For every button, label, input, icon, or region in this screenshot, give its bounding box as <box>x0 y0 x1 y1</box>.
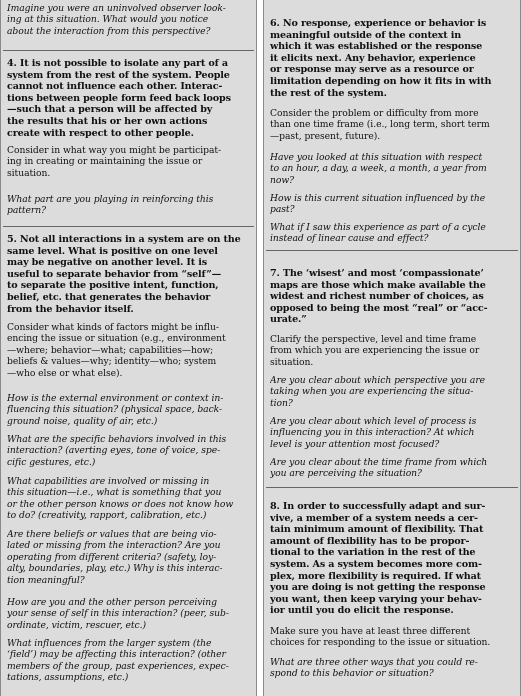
principle-6-heading <box>270 18 514 99</box>
text-line: What capabilities are involved or missing in <box>7 476 210 487</box>
text-line: How is the external environment or context in- <box>7 393 224 404</box>
text-line: same level. What is positive on one level <box>7 245 218 257</box>
text-line: operating from different criteria? (safety, loy- <box>7 551 217 563</box>
text-line: system from the rest of the system. People <box>7 69 230 81</box>
text-line: What if I saw this experience as part of a cycle <box>270 222 486 233</box>
left-column <box>0 0 257 696</box>
text-line: tain minimum amount of flexibility. That <box>270 524 484 536</box>
text-line: from which you are experiencing the issue or <box>270 345 480 357</box>
right-column <box>263 0 521 696</box>
text-line: belief, etc. that generates the behavior <box>7 291 211 303</box>
text-line: ing at this situation. What would you notice <box>7 14 209 26</box>
text-line: tations, assumptions, etc.) <box>7 672 129 684</box>
text-line: create with respect to other people. <box>7 127 194 139</box>
principle-6-body <box>270 108 514 142</box>
text-line: encing the issue or situation (e.g., environment <box>7 333 226 345</box>
divider <box>3 50 254 51</box>
text-line: to separate the positive intent, function, <box>7 280 219 292</box>
text-line: plex, more flexibility is required. If what <box>270 570 481 582</box>
text-line: tion meaningful? <box>7 574 85 586</box>
principle-8-question <box>270 657 514 680</box>
text-line: 6. No response, experience or behavior is <box>270 18 487 29</box>
text-line: Make sure you have at least three different <box>270 626 471 637</box>
text-line: level is your attention most focused? <box>270 438 440 450</box>
text-line: now? <box>270 174 295 186</box>
divider <box>266 250 518 251</box>
text-line: What are three other ways that you could re- <box>270 657 478 668</box>
text-line: this situation—i.e., what is something that you <box>7 487 222 499</box>
text-line: fluencing this situation? (physical space, back- <box>7 404 223 416</box>
text-line: taking when you are experiencing the situa- <box>270 386 474 398</box>
principle-7-question-perspective <box>270 375 514 409</box>
text-line: tion? <box>270 397 293 409</box>
text-line: lated or missing from the interaction? Are you <box>7 540 221 552</box>
text-line: amount of flexibility has to be propor- <box>270 535 470 547</box>
principle-4-question <box>7 194 250 217</box>
text-line: system. As a system becomes more com- <box>270 558 482 570</box>
text-line: your sense of self in this interaction? (peer, sub- <box>7 608 229 620</box>
text-line: cannot not influence each other. Interac- <box>7 81 223 93</box>
text-line: Have you looked at this situation with respect <box>270 152 483 163</box>
text-line: than one time frame (i.e., long term, short term <box>270 119 490 131</box>
text-line: Are you clear about the time frame from which <box>270 457 488 468</box>
text-line: Consider in what way you might be participat- <box>7 145 222 156</box>
text-line: Consider what kinds of factors might be influ- <box>7 322 219 333</box>
text-line: What part are you playing in reinforcing this <box>7 194 214 205</box>
principle-4-body <box>7 145 250 179</box>
text-line: may be negative on another level. It is <box>7 257 207 269</box>
text-line: cific gestures, etc.) <box>7 456 96 468</box>
principle-8-heading <box>270 501 514 617</box>
text-line: widest and richest number of choices, as <box>270 291 484 303</box>
text-line: Imagine you were an uninvolved observer look- <box>7 3 226 14</box>
text-line: limitation depending on how it fits in with <box>270 75 492 87</box>
text-line: meaningful outside of the context in <box>270 29 462 41</box>
text-line: or the other person knows or does not know how <box>7 498 234 510</box>
text-line: How is this current situation influenced by the <box>270 193 486 204</box>
text-line: which it was established or the response <box>270 41 483 53</box>
principle-6-question-past <box>270 193 514 216</box>
text-line: vive, a member of a system needs a cer- <box>270 512 478 524</box>
text-line: Are you clear about which perspective you are <box>270 375 486 386</box>
text-line: How are you and the other person perceiving <box>7 597 217 608</box>
text-line: pattern? <box>7 205 47 217</box>
text-line: beliefs & values—why; identity—who; system <box>7 356 217 368</box>
principle-5-question-capabilities <box>7 476 250 522</box>
principle-7-question-timeframe <box>270 457 514 480</box>
text-line: to do? (creativity, rapport, calibration, etc.) <box>7 510 207 522</box>
text-line: ‘field’) may be affecting this interaction? (other <box>7 649 226 661</box>
text-line: you are doing is not getting the response <box>270 582 486 594</box>
text-line: to an hour, a day, a week, a month, a year from <box>270 163 487 175</box>
text-line: influencing you in this interaction? At which <box>270 427 475 439</box>
text-line: What are the specific behaviors involved in this <box>7 434 227 445</box>
text-line: past? <box>270 204 295 216</box>
text-line: situation. <box>7 167 51 179</box>
principle-7-question-level <box>270 416 514 450</box>
text-line: situation. <box>270 356 314 368</box>
principle-5-body <box>7 322 250 379</box>
intro-question <box>7 3 250 37</box>
text-line: it elicits next. Any behavior, experience <box>270 52 476 64</box>
text-line: —where; behavior—what; capabilities—how; <box>7 344 214 356</box>
principle-6-question-timeframe <box>270 152 514 186</box>
text-line: 8. In order to successfully adapt and sur- <box>270 501 486 512</box>
text-line: Consider the problem or difficulty from more <box>270 108 479 119</box>
text-line: 4. It is not possible to isolate any part of a <box>7 58 228 69</box>
text-line: the results that his or her own actions <box>7 115 208 127</box>
text-line: you are perceiving the situation? <box>270 468 422 480</box>
divider <box>266 487 518 488</box>
text-line: useful to separate behavior from “self”— <box>7 268 222 280</box>
text-line: choices for responding to the issue or situation. <box>270 637 491 649</box>
text-line: Clarify the perspective, level and time frame <box>270 334 477 345</box>
text-line: maps are those which make available the <box>270 279 486 291</box>
text-line: instead of linear cause and effect? <box>270 233 429 245</box>
text-line: ground noise, quality of air, etc.) <box>7 415 158 427</box>
text-line: from the behavior itself. <box>7 303 134 315</box>
text-line: tions between people form feed back loops <box>7 92 231 104</box>
text-line: members of the group, past experiences, expec- <box>7 660 229 672</box>
text-line: What influences from the larger system (the <box>7 638 212 649</box>
principle-5-question-system <box>7 638 250 684</box>
text-line: ing in creating or maintaining the issue or <box>7 156 203 168</box>
principle-5-question-identity <box>7 597 250 631</box>
text-line: Are you clear about which level of process is <box>270 416 477 427</box>
text-line: ordinate, victim, rescuer, etc.) <box>7 619 147 631</box>
principle-4-heading <box>7 58 250 139</box>
principle-5-question-environment <box>7 393 250 427</box>
text-line: —past, present, future). <box>270 130 381 142</box>
text-line: ior until you do elicit the response. <box>270 605 454 617</box>
text-line: 5. Not all interactions in a system are on the <box>7 234 241 245</box>
text-line: tional to the variation in the rest of the <box>270 547 476 559</box>
text-line: or response may serve as a resource or <box>270 64 474 76</box>
text-line: spond to this behavior or situation? <box>270 668 434 680</box>
text-line: —who else or what else). <box>7 367 123 379</box>
principle-7-heading <box>270 268 514 326</box>
text-line: you want, then keep varying your behav- <box>270 593 482 605</box>
text-line: Are there beliefs or values that are being vio- <box>7 529 217 540</box>
principle-5-question-behavior <box>7 434 250 468</box>
principle-5-question-beliefs <box>7 529 250 586</box>
principle-8-body <box>270 626 514 649</box>
principle-5-heading <box>7 234 250 315</box>
principle-6-question-cycle <box>270 222 514 245</box>
text-line: the rest of the system. <box>270 87 387 99</box>
text-line: interaction? (averting eyes, tone of voice, spe- <box>7 445 221 457</box>
text-line: alty, boundaries, play, etc.) Why is this interac- <box>7 563 223 575</box>
text-line: about the interaction from this perspective? <box>7 25 211 37</box>
principle-7-body <box>270 334 514 368</box>
text-line: urate.” <box>270 314 307 326</box>
text-line: opposed to being the most “real” or “acc- <box>270 302 488 314</box>
text-line: —such that a person will be affected by <box>7 104 213 116</box>
divider <box>3 226 254 227</box>
text-line: 7. The ‘wisest’ and most ‘compassionate’ <box>270 268 484 279</box>
